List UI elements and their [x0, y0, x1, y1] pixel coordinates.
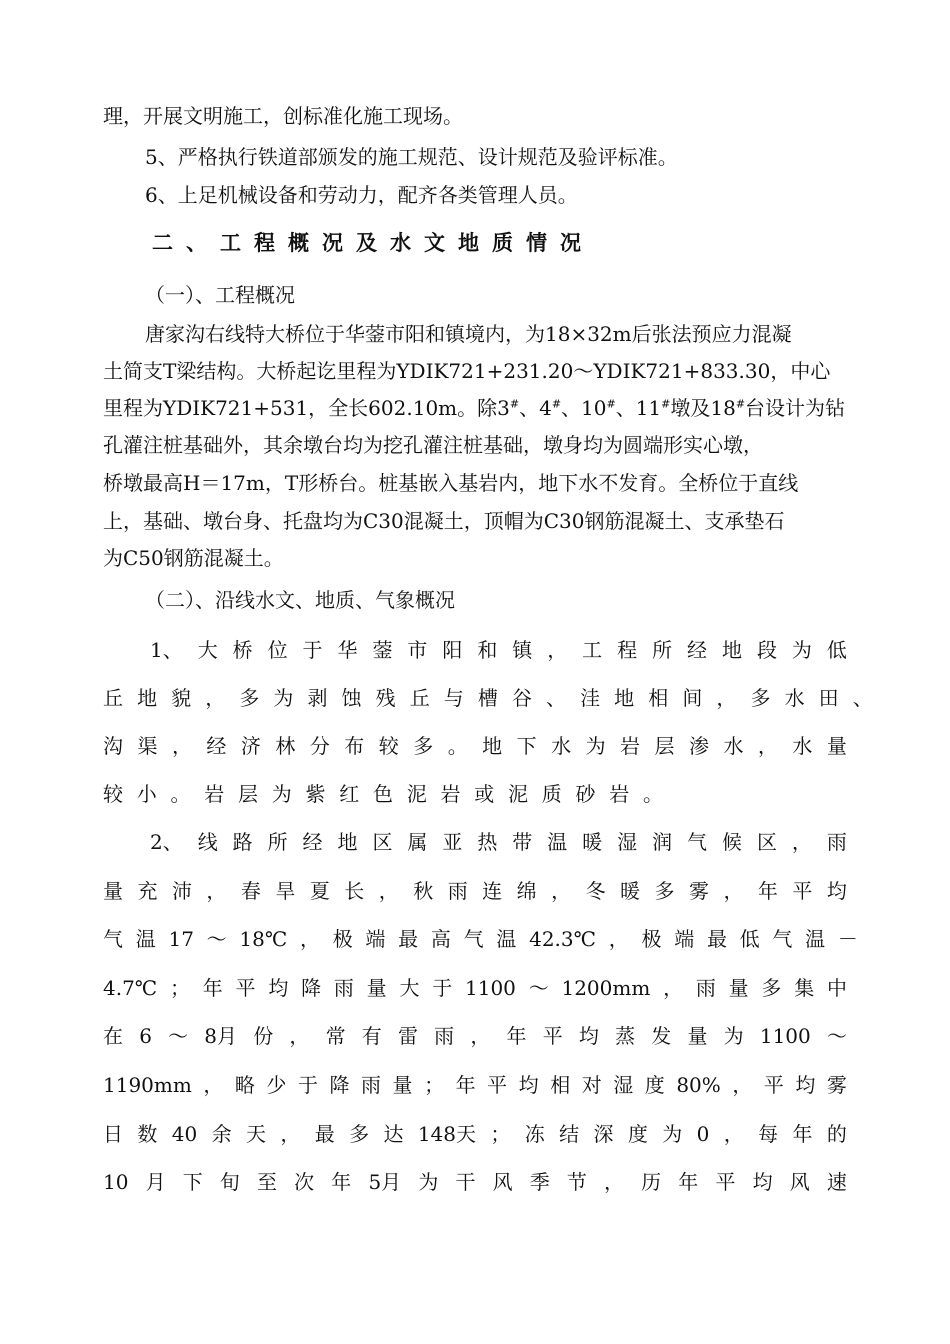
word: 为 [723, 1024, 744, 1048]
word: 集 [794, 976, 815, 1000]
word: 中 [826, 976, 847, 1000]
word: 水 [792, 734, 813, 758]
word: 端 [674, 927, 695, 951]
word: 干 [455, 1170, 476, 1194]
word: 深 [593, 1122, 614, 1146]
word: 夏 [309, 879, 330, 903]
word: ； [424, 1073, 445, 1097]
word: ～ [528, 976, 549, 1000]
overview-line-6: 上，基础、墩台身、托盘均为C30混凝土，顶帽为C30钢筋混凝土、支承垫石 [103, 509, 785, 533]
hydro-2-line-1 [150, 828, 847, 856]
word: 暖 [620, 879, 641, 903]
word: 均 [518, 1073, 539, 1097]
word: 度 [644, 1073, 665, 1097]
overview-line-7: 为C50钢筋混凝土。 [103, 546, 284, 570]
word: 质 [541, 782, 562, 806]
word: 貌 [171, 686, 192, 710]
word: 线 [197, 830, 218, 854]
word: 候 [721, 830, 742, 854]
word: 残 [375, 686, 396, 710]
word: 低 [826, 638, 847, 662]
word: 连 [482, 879, 503, 903]
word: 雨 [361, 1073, 382, 1097]
word: 春 [240, 879, 261, 903]
word: 气 [103, 927, 123, 951]
hydro-2-line-3 [103, 925, 858, 953]
word: 沛 [171, 879, 192, 903]
word: 均 [578, 1024, 599, 1048]
word: 量 [687, 1024, 708, 1048]
word: 。 [447, 734, 468, 758]
word: 为 [273, 686, 294, 710]
word: 季 [529, 1170, 550, 1194]
overview-line-4: 孔灌注桩基础外，其余墩台均为挖孔灌注桩基础，墩身均为圆端形实心墩， [103, 433, 763, 457]
word: 下 [516, 734, 537, 758]
word: 区 [756, 830, 777, 854]
word: 6 [139, 1024, 152, 1048]
word: 量 [392, 1073, 413, 1097]
word: 绵 [516, 879, 537, 903]
word: 充 [137, 879, 158, 903]
word: 18℃ [239, 927, 288, 951]
word: 量 [728, 976, 749, 1000]
word: 份 [253, 1024, 274, 1048]
word: 泥 [508, 782, 528, 806]
word: 速 [826, 1170, 847, 1194]
word: 为 [585, 734, 606, 758]
word: 平 [792, 879, 813, 903]
word: 层 [654, 734, 675, 758]
word: 月 [145, 1170, 166, 1194]
word: 地 [721, 638, 742, 662]
word: ， [757, 734, 778, 758]
word: 岩 [620, 734, 641, 758]
word: ， [299, 927, 320, 951]
word: 洼 [580, 686, 601, 710]
word: 湿 [617, 830, 638, 854]
word: 于 [297, 1073, 318, 1097]
word: 至 [257, 1170, 278, 1194]
word: 长 [344, 879, 365, 903]
word: 带 [512, 830, 533, 854]
word: 均 [752, 1170, 773, 1194]
word: 年 [455, 1073, 476, 1097]
word: ， [280, 1122, 301, 1146]
word: 岩 [440, 782, 461, 806]
word: 阳 [442, 638, 463, 662]
overview-line-3: 里程为YDIK721+531，全长602.10m。除3#、4#、10#、11#墩及18#台设计为钻 [103, 396, 846, 420]
word: 温 [805, 927, 826, 951]
word: 程 [617, 638, 638, 662]
word: 相 [648, 686, 669, 710]
word: ， [205, 686, 226, 710]
word: 市 [407, 638, 428, 662]
word: 温 [496, 927, 517, 951]
word: 1、 [150, 638, 183, 662]
word: 数 [137, 1122, 158, 1146]
overview-line-5: 桥墩最高H＝17m，T形桥台。桩基嵌入基岩内，地下水不发育。全桥位于直线 [103, 471, 799, 495]
word: 秋 [413, 879, 434, 903]
subsection-1-heading: （一）、工程概况 [145, 283, 295, 307]
word: 量 [826, 734, 847, 758]
word: 温 [135, 927, 156, 951]
hydro-2-line-2 [103, 877, 847, 905]
word: 层 [238, 782, 258, 806]
word: 热 [477, 830, 498, 854]
word: 旬 [219, 1170, 240, 1194]
word: 极 [641, 927, 662, 951]
word: 降 [301, 976, 322, 1000]
word: 经 [687, 638, 708, 662]
word: 均 [268, 976, 289, 1000]
word: 谷 [511, 686, 532, 710]
word: 槽 [477, 686, 498, 710]
overview-line-2: 土简支T梁结构。大桥起讫里程为YDIK721+231.20～YDIK721+833.30，中心 [103, 359, 831, 383]
word: 冬 [585, 879, 606, 903]
word: 雾 [688, 879, 709, 903]
word: 于 [432, 976, 453, 1000]
word: 多 [750, 686, 771, 710]
word: 年 [757, 879, 778, 903]
word: 湿 [613, 1073, 634, 1097]
word: 水 [551, 734, 572, 758]
word: 多 [349, 1122, 370, 1146]
word: 42.3℃ [529, 927, 596, 951]
word: － [837, 927, 858, 951]
hydro-2-line-8 [103, 1168, 847, 1196]
hydro-2-line-7 [103, 1120, 847, 1148]
word: 为 [271, 782, 292, 806]
word: 8月 [204, 1024, 238, 1048]
list-item-6: 6、上足机械设备和劳动力，配齐各类管理人员。 [145, 183, 578, 207]
word: 田 [818, 686, 839, 710]
word: 所 [267, 830, 288, 854]
word: 济 [240, 734, 261, 758]
word: 端 [365, 927, 386, 951]
word: 、 [852, 686, 873, 710]
word: 旱 [275, 879, 296, 903]
word: ， [723, 1122, 744, 1146]
word: 区 [372, 830, 393, 854]
word: ， [604, 1170, 625, 1194]
word: 多 [239, 686, 260, 710]
word: 桥 [232, 638, 253, 662]
word: 地 [137, 686, 158, 710]
word: 80% [676, 1073, 721, 1097]
word: 年 [202, 976, 223, 1000]
hydro-2-line-4 [103, 974, 847, 1002]
word: 平 [235, 976, 256, 1000]
word: 达 [383, 1122, 404, 1146]
word: 极 [332, 927, 353, 951]
word: 气 [687, 830, 708, 854]
word: 对 [581, 1073, 602, 1097]
word: 多 [413, 734, 434, 758]
word: 为 [418, 1170, 439, 1194]
word: 岩 [204, 782, 225, 806]
word: 间 [682, 686, 703, 710]
word: 大 [197, 638, 218, 662]
word: ； [169, 976, 190, 1000]
word: 年 [678, 1170, 699, 1194]
word: 均 [795, 1073, 816, 1097]
word: 1100 [465, 976, 516, 1000]
word: 年 [506, 1024, 527, 1048]
word: 最 [706, 927, 727, 951]
word: 地 [614, 686, 635, 710]
word: 度 [627, 1122, 648, 1146]
word: 多 [654, 879, 675, 903]
word: 相 [550, 1073, 571, 1097]
word: 1190mm [103, 1073, 192, 1097]
word: 润 [652, 830, 673, 854]
word: 为 [791, 638, 812, 662]
word: 蚀 [341, 686, 362, 710]
hydro-1-line-4 [103, 780, 663, 808]
word: ， [716, 686, 737, 710]
word: 经 [206, 734, 227, 758]
word: 镇 [512, 638, 533, 662]
list-item-5: 5、严格执行铁道部颁发的施工规范、设计规范及验评标准。 [145, 145, 678, 169]
word: 历 [641, 1170, 662, 1194]
word: ， [171, 734, 192, 758]
hydro-2-line-5 [103, 1022, 847, 1050]
word: 1100 [759, 1024, 811, 1048]
overview-line-1: 唐家沟右线特大桥位于华蓥市阳和镇境内，为18×32m后张法预应力混凝 [145, 322, 792, 346]
word: 红 [339, 782, 360, 806]
word: ， [732, 1073, 753, 1097]
word: 与 [443, 686, 464, 710]
word: 地 [337, 830, 358, 854]
word: 0 [696, 1122, 710, 1146]
word: 少 [266, 1073, 287, 1097]
word: 华 [337, 638, 358, 662]
word: ～ [826, 1024, 847, 1048]
word: 暖 [582, 830, 603, 854]
word: 每 [758, 1122, 779, 1146]
word: 雨 [826, 830, 847, 854]
word: ， [378, 879, 399, 903]
word: 位 [267, 638, 288, 662]
word: 在 [103, 1024, 123, 1048]
word: 低 [739, 927, 760, 951]
word: 为 [662, 1122, 683, 1146]
word: 雨 [695, 976, 716, 1000]
word: 气 [772, 927, 793, 951]
word: 岩 [609, 782, 630, 806]
word: 和 [477, 638, 498, 662]
hydro-2-line-6 [103, 1071, 847, 1099]
word: 1200mm [561, 976, 651, 1000]
section-2-heading: 二、工程概况及水文地质情况 [152, 231, 594, 255]
word: 渠 [137, 734, 158, 758]
word: 雷 [397, 1024, 418, 1048]
word: 降 [329, 1073, 350, 1097]
word: 温 [547, 830, 568, 854]
hydro-1-line-3 [103, 732, 847, 760]
word: 、 [546, 686, 567, 710]
word: 风 [492, 1170, 513, 1194]
word: 大 [399, 976, 420, 1000]
word: 平 [715, 1170, 736, 1194]
word: 雾 [826, 1073, 847, 1097]
word: 10 [103, 1170, 129, 1194]
word: 地 [482, 734, 503, 758]
word: ， [206, 879, 227, 903]
word: 常 [325, 1024, 346, 1048]
word: 略 [234, 1073, 255, 1097]
word: 年 [792, 1122, 813, 1146]
word: 次 [294, 1170, 315, 1194]
word: 。 [170, 782, 191, 806]
word: 天 [245, 1122, 266, 1146]
word: 较 [103, 782, 123, 806]
word: 平 [542, 1024, 563, 1048]
word: 2、 [150, 830, 183, 854]
word: 雨 [447, 879, 468, 903]
word: 分 [309, 734, 330, 758]
word: 4.7℃ [103, 976, 158, 1000]
word: 于 [302, 638, 323, 662]
word: 节 [566, 1170, 587, 1194]
word: 水 [723, 734, 744, 758]
subsection-2-heading: （二）、沿线水文、地质、气象概况 [145, 588, 455, 612]
word: 5月 [368, 1170, 402, 1194]
hydro-1-line-1 [150, 636, 847, 664]
word: ， [663, 976, 684, 1000]
word: 40 [171, 1122, 198, 1146]
word: 。 [643, 782, 663, 806]
word: 年 [331, 1170, 352, 1194]
word: 丘 [103, 686, 123, 710]
word: 较 [378, 734, 399, 758]
word: 泥 [406, 782, 427, 806]
word: 风 [789, 1170, 810, 1194]
word: 17 [168, 927, 194, 951]
word: 下 [182, 1170, 203, 1194]
word: 路 [232, 830, 253, 854]
word: 沟 [103, 734, 123, 758]
word: 亚 [442, 830, 463, 854]
word: 冻 [524, 1122, 545, 1146]
word: 工 [582, 638, 603, 662]
word: 高 [430, 927, 451, 951]
word: 经 [302, 830, 323, 854]
word: ， [791, 830, 812, 854]
word: 雨 [434, 1024, 455, 1048]
word: 有 [361, 1024, 382, 1048]
word: 雨 [333, 976, 354, 1000]
word: 剥 [307, 686, 328, 710]
word: ～ [206, 927, 227, 951]
word: 发 [651, 1024, 672, 1048]
word: ， [203, 1073, 224, 1097]
word: 林 [275, 734, 296, 758]
word: ～ [168, 1024, 189, 1048]
word: 平 [487, 1073, 508, 1097]
word: 蒸 [615, 1024, 636, 1048]
word: 量 [366, 976, 387, 1000]
word: 平 [763, 1073, 784, 1097]
word: 属 [407, 830, 428, 854]
word: 渗 [688, 734, 709, 758]
word: 量 [103, 879, 123, 903]
word: ， [470, 1024, 491, 1048]
word: 砂 [575, 782, 596, 806]
word: 布 [344, 734, 365, 758]
word: ， [551, 879, 572, 903]
word: ， [289, 1024, 310, 1048]
word: ， [547, 638, 568, 662]
word: 段 [756, 638, 777, 662]
word: 色 [373, 782, 393, 806]
word: 丘 [409, 686, 430, 710]
word: 紫 [305, 782, 326, 806]
word: 均 [826, 879, 847, 903]
hydro-1-line-2 [103, 684, 873, 712]
word: ； [490, 1122, 511, 1146]
word: 最 [314, 1122, 335, 1146]
word: 蓥 [372, 638, 393, 662]
word: 气 [463, 927, 484, 951]
word: ， [723, 879, 744, 903]
word: 最 [398, 927, 419, 951]
word: 日 [103, 1122, 123, 1146]
word: 多 [761, 976, 782, 1000]
word: 结 [559, 1122, 580, 1146]
word: 或 [474, 782, 495, 806]
intro-tail-text: 理，开展文明施工，创标准化施工现场。 [103, 104, 463, 128]
word: 的 [826, 1122, 847, 1146]
word: 余 [211, 1122, 232, 1146]
word: 148天 [417, 1122, 477, 1146]
word: ， [608, 927, 629, 951]
word: 小 [136, 782, 157, 806]
word: 所 [652, 638, 673, 662]
word: 水 [784, 686, 805, 710]
